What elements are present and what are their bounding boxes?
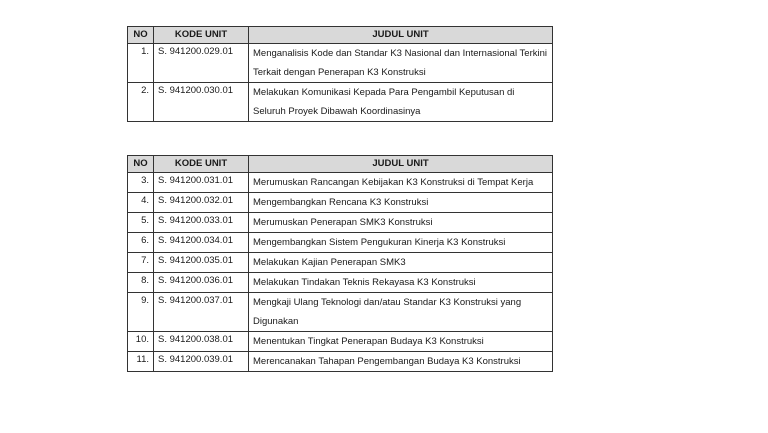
judul-unit-cell: Merumuskan Rancangan Kebijakan K3 Konstruksi di Tempat Kerja <box>249 173 553 193</box>
judul-unit-cell: Menganalisis Kode dan Standar K3 Nasional dan Internasional Terkini Terkait dengan Penerapan K3 Konstruksi <box>249 44 553 83</box>
judul-unit-cell: Mengembangkan Rencana K3 Konstruksi <box>249 193 553 213</box>
table-body <box>128 44 553 122</box>
kode-unit-cell: S. 941200.032.01 <box>154 193 249 213</box>
judul-unit-cell: Mengembangkan Sistem Pengukuran Kinerja K3 Konstruksi <box>249 233 553 253</box>
kode-unit-cell: S. 941200.036.01 <box>154 273 249 293</box>
header-no: NO <box>128 156 154 173</box>
header-kode-unit: KODE UNIT <box>154 27 249 44</box>
header-judul-unit: JUDUL UNIT <box>249 156 553 173</box>
table-row <box>128 332 553 352</box>
header-kode-unit: KODE UNIT <box>154 156 249 173</box>
kode-unit-cell: S. 941200.030.01 <box>154 83 249 122</box>
table-row <box>128 273 553 293</box>
table-row <box>128 213 553 233</box>
kode-unit-cell: S. 941200.037.01 <box>154 293 249 332</box>
kode-unit-cell: S. 941200.035.01 <box>154 253 249 273</box>
table-row <box>128 44 553 83</box>
row-number: 10. <box>128 332 154 352</box>
kode-unit-cell: S. 941200.033.01 <box>154 213 249 233</box>
header-no: NO <box>128 27 154 44</box>
kode-unit-cell: S. 941200.039.01 <box>154 352 249 372</box>
table-row <box>128 83 553 122</box>
unit-table-2 <box>127 155 553 372</box>
table-body <box>128 173 553 372</box>
judul-unit-cell: Mengkaji Ulang Teknologi dan/atau Standar K3 Konstruksi yang Digunakan <box>249 293 553 332</box>
kode-unit-cell: S. 941200.031.01 <box>154 173 249 193</box>
row-number: 5. <box>128 213 154 233</box>
row-number: 8. <box>128 273 154 293</box>
row-number: 6. <box>128 233 154 253</box>
table-row <box>128 173 553 193</box>
judul-unit-cell: Merencanakan Tahapan Pengembangan Budaya K3 Konstruksi <box>249 352 553 372</box>
table-row <box>128 253 553 273</box>
judul-unit-cell: Melakukan Komunikasi Kepada Para Pengambil Keputusan di Seluruh Proyek Dibawah Koordinasinya <box>249 83 553 122</box>
row-number: 4. <box>128 193 154 213</box>
row-number: 11. <box>128 352 154 372</box>
unit-table-1 <box>127 26 553 122</box>
judul-unit-cell: Merumuskan Penerapan SMK3 Konstruksi <box>249 213 553 233</box>
table-header-row <box>128 156 553 173</box>
table-row <box>128 233 553 253</box>
row-number: 9. <box>128 293 154 332</box>
kode-unit-cell: S. 941200.034.01 <box>154 233 249 253</box>
row-number: 1. <box>128 44 154 83</box>
row-number: 7. <box>128 253 154 273</box>
judul-unit-cell: Menentukan Tingkat Penerapan Budaya K3 Konstruksi <box>249 332 553 352</box>
table-row <box>128 193 553 213</box>
kode-unit-cell: S. 941200.038.01 <box>154 332 249 352</box>
table-row <box>128 293 553 332</box>
judul-unit-cell: Melakukan Tindakan Teknis Rekayasa K3 Konstruksi <box>249 273 553 293</box>
header-judul-unit: JUDUL UNIT <box>249 27 553 44</box>
table-header-row <box>128 27 553 44</box>
kode-unit-cell: S. 941200.029.01 <box>154 44 249 83</box>
judul-unit-cell: Melakukan Kajian Penerapan SMK3 <box>249 253 553 273</box>
row-number: 3. <box>128 173 154 193</box>
table-row <box>128 352 553 372</box>
row-number: 2. <box>128 83 154 122</box>
